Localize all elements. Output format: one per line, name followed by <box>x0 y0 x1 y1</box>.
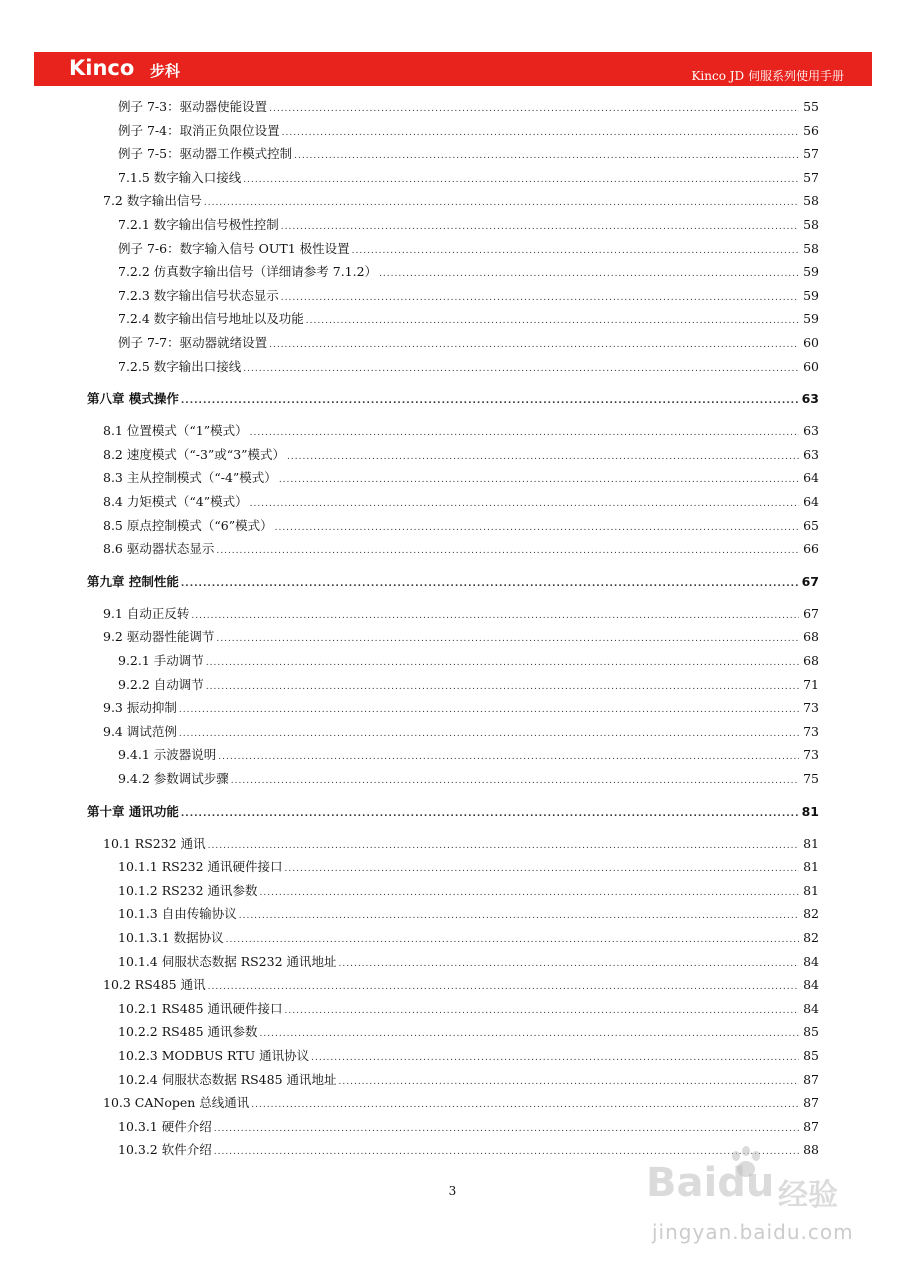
toc-entry-page: 68 <box>803 653 819 668</box>
toc-entry-page: 81 <box>803 882 819 898</box>
toc-entry-label: 第九章 控制性能 <box>87 573 179 589</box>
toc-entry-page: 87 <box>803 1118 819 1134</box>
toc-leader-dots <box>306 311 799 331</box>
toc-leader-dots <box>352 241 799 261</box>
toc-entry-page: 64 <box>803 470 819 486</box>
toc-entry-label: 10.1 RS232 通讯 <box>103 835 206 851</box>
toc-entry[interactable] <box>103 468 819 488</box>
toc-leader-dots <box>218 747 799 767</box>
toc-entry-label: 7.2.1 数字输出信号极性控制 <box>118 217 279 232</box>
toc-entry-page: 57 <box>803 169 819 185</box>
toc-leader-dots <box>282 123 799 143</box>
toc-entry-label: 7.2.3 数字输出信号状态显示 <box>118 287 279 303</box>
toc-leader-dots <box>206 677 799 697</box>
toc-entry[interactable] <box>118 286 819 306</box>
toc-entry[interactable] <box>118 262 819 282</box>
toc-leader-dots <box>239 906 799 926</box>
toc-leader-dots <box>285 859 799 879</box>
toc-entry-label: 10.2.3 MODBUS RTU 通讯协议 <box>118 1048 310 1063</box>
baidu-watermark <box>640 1140 870 1270</box>
toc-entry[interactable] <box>103 445 819 465</box>
toc-entry-page: 71 <box>803 676 819 692</box>
toc-entry-page: 68 <box>803 629 819 645</box>
toc-entry-label: 例子 7-7：驱动器就绪设置 <box>118 335 268 350</box>
toc-entry-page: 75 <box>803 771 819 786</box>
toc-entry-page: 73 <box>803 723 819 739</box>
toc-entry-label: 10.1.3.1 数据协议 <box>118 930 224 945</box>
toc-entry-page: 59 <box>803 311 819 327</box>
toc-entry[interactable] <box>118 1070 819 1090</box>
toc-entry[interactable] <box>103 492 819 512</box>
toc-entry[interactable] <box>118 904 819 924</box>
toc-entry-page: 55 <box>803 99 819 114</box>
watermark-url: jingyan.baidu.com <box>652 1220 854 1244</box>
toc-entry[interactable] <box>118 239 819 259</box>
toc-leader-dots <box>339 954 799 974</box>
toc-entry-label: 10.3.1 硬件介绍 <box>118 1118 212 1134</box>
toc-entry-page: 87 <box>803 1071 819 1087</box>
page-number: 3 <box>448 1184 457 1198</box>
toc-entry-label: 9.4.1 示波器说明 <box>118 747 217 763</box>
toc-entry-page: 85 <box>803 1024 819 1040</box>
toc-entry[interactable] <box>118 333 819 353</box>
toc-entry-page: 64 <box>803 494 819 509</box>
toc-entry[interactable] <box>118 952 819 972</box>
toc-entry-page: 63 <box>803 423 819 439</box>
toc-entry[interactable] <box>118 1117 819 1137</box>
toc-entry[interactable] <box>103 1093 819 1113</box>
toc-entry-page: 65 <box>803 517 819 533</box>
toc-entry-label: 7.2.4 数字输出信号地址以及功能 <box>118 311 304 327</box>
toc-entry-label: 8.3 主从控制模式（“-4”模式） <box>103 470 277 486</box>
toc-entry-label: 10.1.4 伺服状态数据 RS232 通讯地址 <box>118 953 337 969</box>
toc-entry-label: 10.1.2 RS232 通讯参数 <box>118 882 258 898</box>
toc-leader-dots <box>243 359 799 379</box>
toc-chapter-entry[interactable] <box>87 389 819 409</box>
toc-entry-page: 56 <box>803 122 819 138</box>
toc-leader-dots <box>275 518 799 538</box>
toc-entry-label: 9.2.2 自动调节 <box>118 676 204 692</box>
toc-entry-page: 82 <box>803 906 819 922</box>
toc-entry-label: 例子 7-4：取消正负限位设置 <box>118 122 280 138</box>
toc-entry-label: 10.2 RS485 通讯 <box>103 977 206 993</box>
toc-entry-label: 9.3 振动抑制 <box>103 700 177 716</box>
toc-leader-dots <box>231 771 799 791</box>
toc-entry-label: 10.2.4 伺服状态数据 RS485 通讯地址 <box>118 1071 337 1087</box>
toc-entry[interactable] <box>118 215 819 235</box>
toc-entry[interactable] <box>118 1022 819 1042</box>
toc-entry-page: 58 <box>803 193 819 209</box>
toc-entry-page: 59 <box>803 264 819 280</box>
toc-entry-page: 85 <box>803 1048 819 1063</box>
toc-leader-dots <box>179 724 799 744</box>
toc-entry-page: 81 <box>803 859 819 875</box>
toc-entry[interactable] <box>118 999 819 1019</box>
toc-leader-dots <box>269 99 799 119</box>
toc-entry-page: 58 <box>803 240 819 256</box>
toc-entry[interactable] <box>103 975 819 995</box>
toc-entry-page: 84 <box>803 953 819 969</box>
toc-leader-dots <box>216 629 799 649</box>
toc-leader-dots <box>214 1119 799 1139</box>
toc-entry[interactable] <box>103 698 819 718</box>
toc-entry-label: 10.1.1 RS232 通讯硬件接口 <box>118 859 283 875</box>
toc-entry[interactable] <box>103 627 819 647</box>
watermark-brand-cn: 经验 <box>778 1178 838 1213</box>
toc-entry[interactable] <box>103 722 819 742</box>
toc-leader-dots <box>294 146 799 166</box>
toc-entry[interactable] <box>118 651 819 671</box>
toc-leader-dots <box>181 804 799 824</box>
toc-entry-page: 73 <box>803 747 819 763</box>
toc-entry-page: 88 <box>803 1142 819 1158</box>
toc-entry[interactable] <box>118 928 819 948</box>
toc-leader-dots <box>269 335 799 355</box>
toc-entry-page: 73 <box>803 700 819 716</box>
toc-entry-page: 66 <box>803 541 819 557</box>
toc-entry-label: 9.4.2 参数调试步骤 <box>118 771 229 786</box>
toc-entry-label: 9.4 调试范例 <box>103 723 177 739</box>
page-header <box>34 52 872 86</box>
toc-entry-label: 9.1 自动正反转 <box>103 605 190 621</box>
toc-chapter-entry[interactable] <box>87 572 819 592</box>
toc-entry[interactable] <box>118 769 819 789</box>
toc-entry-label: 8.2 速度模式（“-3”或“3”模式） <box>103 446 286 462</box>
toc-leader-dots <box>181 391 799 411</box>
toc-entry-label: 10.3.2 软件介绍 <box>118 1142 212 1158</box>
toc-leader-dots <box>339 1072 799 1092</box>
toc-entry-label: 10.3 CANopen 总线通讯 <box>103 1095 250 1111</box>
toc-entry[interactable] <box>118 357 819 377</box>
toc-leader-dots <box>379 264 799 284</box>
toc-entry-label: 7.2.2 仿真数字输出信号（详细请参考 7.1.2） <box>118 264 378 280</box>
toc-entry-page: 60 <box>803 335 819 350</box>
toc-leader-dots <box>243 170 799 190</box>
toc-leader-dots <box>208 977 799 997</box>
toc-leader-dots <box>287 447 799 467</box>
toc-entry-label: 10.2.2 RS485 通讯参数 <box>118 1024 258 1040</box>
toc-entry[interactable] <box>118 745 819 765</box>
toc-leader-dots <box>250 494 799 514</box>
toc-entry[interactable] <box>103 604 819 624</box>
toc-entry-page: 81 <box>803 835 819 851</box>
toc-entry[interactable] <box>118 857 819 877</box>
toc-entry-page: 67 <box>801 573 819 589</box>
toc-leader-dots <box>206 653 799 673</box>
toc-entry-label: 7.2.5 数字输出口接线 <box>118 358 242 374</box>
toc-entry-page: 63 <box>803 446 819 462</box>
toc-leader-dots <box>251 1095 799 1115</box>
toc-chapter-entry[interactable] <box>87 802 819 822</box>
toc-entry-label: 第十章 通讯功能 <box>87 803 179 819</box>
toc-leader-dots <box>226 930 799 950</box>
toc-entry-page: 59 <box>803 287 819 303</box>
toc-leader-dots <box>216 541 799 561</box>
toc-entry-label: 8.5 原点控制模式（“6”模式） <box>103 517 273 533</box>
toc-entry[interactable] <box>118 881 819 901</box>
kinco-logo-cn: 步科 <box>150 62 181 80</box>
toc-entry-page: 63 <box>801 391 819 407</box>
toc-leader-dots <box>285 1001 799 1021</box>
toc-entry[interactable] <box>118 144 819 164</box>
toc-entry[interactable] <box>118 121 819 141</box>
toc-entry-label: 例子 7-6：数字输入信号 OUT1 极性设置 <box>118 240 350 256</box>
toc-entry[interactable] <box>118 168 819 188</box>
toc-entry-page: 84 <box>803 977 819 993</box>
toc-leader-dots <box>311 1048 799 1068</box>
toc-entry-label: 例子 7-3：驱动器使能设置 <box>118 99 268 114</box>
toc-leader-dots <box>204 193 799 213</box>
toc-entry[interactable] <box>118 1046 819 1066</box>
toc-entry-page: 67 <box>803 605 819 621</box>
toc-entry-label: 7.1.5 数字输入口接线 <box>118 169 242 185</box>
toc-entry-page: 84 <box>803 1000 819 1016</box>
toc-entry[interactable] <box>103 191 819 211</box>
toc-leader-dots <box>281 288 799 308</box>
toc-entry-label: 9.2 驱动器性能调节 <box>103 629 215 645</box>
toc-leader-dots <box>260 883 799 903</box>
toc-entry-page: 81 <box>801 803 819 819</box>
toc-leader-dots <box>208 836 799 856</box>
toc-entry-label: 7.2 数字输出信号 <box>103 193 202 209</box>
manual-title: Kinco JD 伺服系列使用手册 <box>691 69 844 83</box>
toc-entry-label: 8.6 驱动器状态显示 <box>103 541 215 557</box>
toc-leader-dots <box>191 606 799 626</box>
toc-entry-label: 9.2.1 手动调节 <box>118 653 204 668</box>
toc-entry[interactable] <box>118 309 819 329</box>
toc-leader-dots <box>279 470 799 490</box>
toc-entry-label: 例子 7-5：驱动器工作模式控制 <box>118 146 293 162</box>
toc-entry-label: 8.4 力矩模式（“4”模式） <box>103 494 248 509</box>
toc-entry-label: 10.2.1 RS485 通讯硬件接口 <box>118 1000 283 1016</box>
toc-leader-dots <box>179 700 799 720</box>
toc-leader-dots <box>260 1024 799 1044</box>
toc-entry[interactable] <box>103 516 819 536</box>
toc-entry-page: 87 <box>803 1095 819 1111</box>
toc-entry-page: 60 <box>803 358 819 374</box>
toc-leader-dots <box>181 574 799 594</box>
toc-entry-page: 82 <box>803 930 819 945</box>
toc-leader-dots <box>281 217 799 237</box>
toc-leader-dots <box>250 423 799 443</box>
toc-entry[interactable] <box>118 97 819 117</box>
toc-entry-label: 10.1.3 自由传输协议 <box>118 906 237 922</box>
toc-entry-page: 58 <box>803 217 819 232</box>
kinco-logo: Kinco <box>69 56 135 80</box>
toc-entry-page: 57 <box>803 146 819 162</box>
toc-entry[interactable] <box>118 675 819 695</box>
toc-entry[interactable] <box>103 834 819 854</box>
toc-entry-label: 8.1 位置模式（“1”模式） <box>103 423 248 439</box>
toc-entry-label: 第八章 模式操作 <box>87 391 179 407</box>
watermark-brand: Baidu <box>646 1160 775 1206</box>
toc-entry[interactable] <box>103 539 819 559</box>
toc-entry[interactable] <box>103 421 819 441</box>
